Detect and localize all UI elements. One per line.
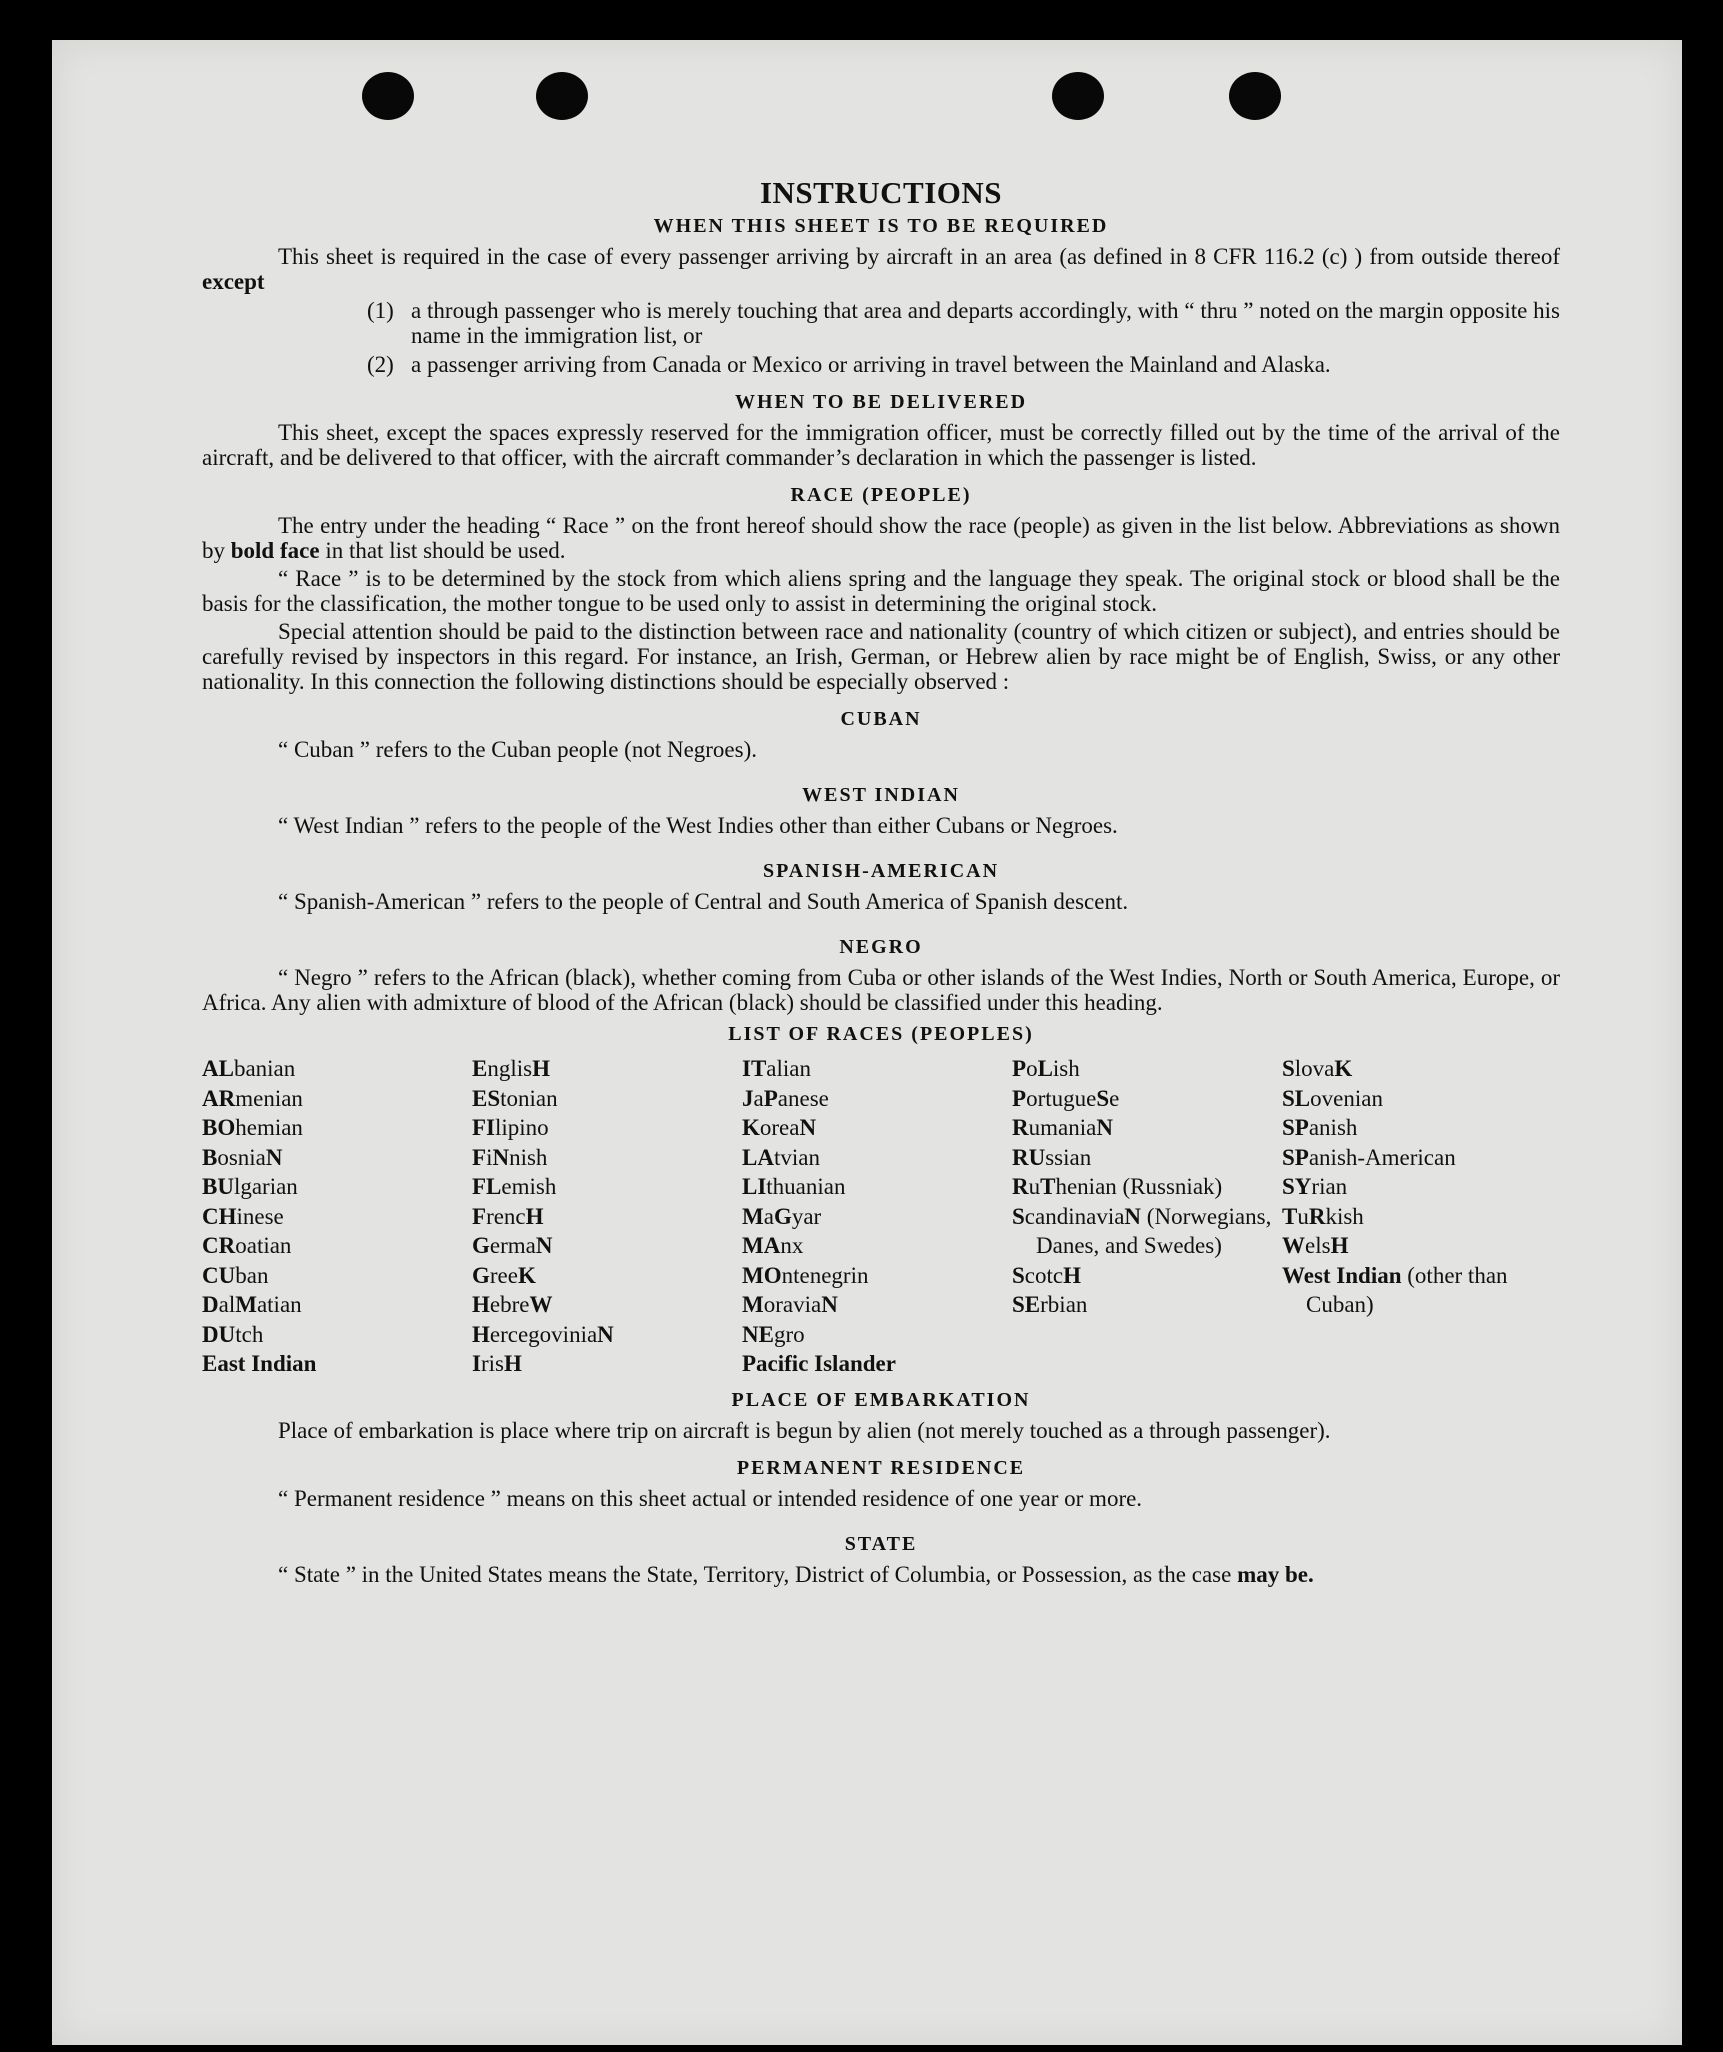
race-text: u <box>1297 1203 1309 1229</box>
race-abbrev: H <box>525 1203 544 1229</box>
heading-place-of-embarkation: PLACE OF EMBARKATION <box>731 1388 1031 1411</box>
race-entry <box>202 1290 472 1320</box>
race-abbrev: SY <box>1282 1174 1312 1199</box>
race-text: oravia <box>763 1292 822 1317</box>
race-abbrev: H <box>503 1351 522 1376</box>
race-text: u <box>1028 1174 1041 1199</box>
race-abbrev: MO <box>742 1262 782 1288</box>
heading-cuban: CUBAN <box>840 708 922 730</box>
races-list <box>202 1054 1560 1379</box>
race-entry <box>1012 1202 1282 1261</box>
race-abbrev: N <box>535 1233 553 1258</box>
races-column <box>202 1054 472 1379</box>
race-entry <box>742 1261 1012 1291</box>
race-text: henian (Russniak) <box>1055 1174 1223 1199</box>
race-abbrev: W <box>529 1292 553 1317</box>
race-abbrev: MA <box>742 1233 781 1258</box>
race-entry <box>742 1231 1012 1261</box>
race-text: ban <box>235 1262 269 1288</box>
race-text: tvian <box>773 1144 820 1170</box>
race-entry <box>472 1084 742 1114</box>
race-text: inese <box>236 1203 284 1229</box>
race-text: banian <box>233 1056 296 1081</box>
race-abbrev: W <box>1282 1233 1305 1258</box>
race-entry <box>1282 1143 1552 1173</box>
race-abbrev: BU <box>202 1174 234 1199</box>
race-entry <box>1282 1231 1552 1261</box>
race-text: ssian <box>1045 1144 1092 1170</box>
race-abbrev: G <box>472 1262 490 1288</box>
race-entry <box>472 1113 742 1143</box>
race-abbrev: NE <box>742 1321 774 1347</box>
race-abbrev: R <box>1012 1115 1029 1140</box>
race-abbrev: N <box>597 1321 614 1347</box>
race-text: anish-American <box>1308 1144 1456 1170</box>
race-text: orea <box>759 1115 800 1140</box>
race-abbrev: H <box>472 1321 490 1347</box>
race-text: a <box>763 1203 774 1229</box>
race-text: nish <box>509 1144 548 1170</box>
paragraph-state: “ State ” in the United States means the State, Territory, District of Columbia, or Possession, as the case may be. <box>278 1561 1314 1587</box>
race-abbrev: SL <box>1282 1085 1311 1111</box>
race-text: i <box>486 1144 493 1170</box>
race-text: ercegovinia <box>489 1321 598 1347</box>
race-abbrev: SP <box>1282 1115 1309 1140</box>
race-abbrev: N <box>265 1144 283 1170</box>
race-entry <box>472 1143 742 1173</box>
race-entry <box>472 1349 742 1379</box>
race-abbrev: T <box>1040 1174 1056 1199</box>
race-entry <box>472 1320 742 1350</box>
race-text: nx <box>780 1233 804 1258</box>
race-text: (other than Cuban) <box>1306 1262 1508 1317</box>
race-entry <box>472 1231 742 1261</box>
race-abbrev: Pacific Islander <box>742 1351 896 1376</box>
race-entry <box>742 1084 1012 1114</box>
race-abbrev: N <box>821 1292 838 1317</box>
heading-when-delivered: WHEN TO BE DELIVERED <box>734 391 1028 413</box>
race-entry <box>1012 1054 1282 1084</box>
paragraph-residence: “ Permanent residence ” means on this sheet actual or intended residence of one year or more. <box>278 1485 1143 1511</box>
race-text: e <box>1109 1085 1120 1111</box>
race-text: ortugue <box>1026 1085 1097 1111</box>
race-abbrev: West Indian <box>1282 1262 1402 1288</box>
race-entry <box>742 1290 1012 1320</box>
races-column <box>742 1054 1012 1379</box>
heading-negro: NEGRO <box>839 936 923 958</box>
paragraph-race-1: The entry under the heading “ Race ” on the front hereof should show the race (people) as given in the list below. Abbreviations as shown by bold face in that list should be used. <box>202 513 1560 563</box>
race-text: umania <box>1028 1115 1097 1140</box>
race-abbrev: P <box>763 1085 778 1111</box>
race-abbrev: E <box>472 1056 488 1081</box>
race-entry <box>1282 1202 1552 1232</box>
race-entry <box>202 1320 472 1350</box>
race-text: thuanian <box>766 1174 846 1199</box>
race-text: renc <box>486 1203 526 1229</box>
races-column <box>1282 1054 1552 1379</box>
race-abbrev: K <box>1334 1056 1353 1081</box>
race-abbrev: G <box>773 1203 792 1229</box>
race-entry <box>742 1172 1012 1202</box>
race-abbrev: H <box>532 1056 550 1081</box>
race-text: (Norwegians, Danes, and Swedes) <box>1036 1203 1272 1258</box>
race-abbrev: K <box>517 1262 536 1288</box>
race-text: rbian <box>1040 1292 1088 1317</box>
race-text: atian <box>256 1292 302 1317</box>
race-entry <box>472 1054 742 1084</box>
race-abbrev: East Indian <box>202 1351 317 1376</box>
punch-hole <box>1052 72 1104 120</box>
punch-hole <box>362 72 414 120</box>
race-entry <box>1282 1261 1552 1320</box>
race-abbrev: FL <box>472 1174 502 1199</box>
race-text: nglis <box>487 1056 533 1081</box>
race-abbrev: T <box>1282 1203 1298 1229</box>
paragraph-when-delivered: This sheet, except the spaces expressly reserved for the immigration officer, must be correctly filled out by the time of the arrival of the aircraft, and be delivered to that officer, with the aircraft commander’s declaration in which the passenger is listed. <box>202 420 1560 470</box>
race-text: rian <box>1311 1174 1348 1199</box>
race-entry <box>202 1261 472 1291</box>
race-text: al <box>218 1292 236 1317</box>
race-abbrev: M <box>742 1203 764 1229</box>
race-text: ntenegrin <box>781 1262 869 1288</box>
race-text: alian <box>766 1056 811 1081</box>
race-abbrev: N <box>1124 1203 1142 1229</box>
race-abbrev: N <box>492 1144 510 1170</box>
paragraph-spanish-american: “ Spanish-American ” refers to the people of Central and South America of Spanish descent. <box>278 889 1129 914</box>
paragraph-negro: “ Negro ” refers to the African (black), whether coming from Cuba or other islands of the West Indies, North or South America, Europe, or Africa. Any alien with admixture of blood of the African (black) should be classified under this heading. <box>202 965 1560 1015</box>
race-entry <box>742 1320 1012 1350</box>
race-abbrev: CU <box>202 1262 236 1288</box>
race-entry <box>202 1202 472 1232</box>
punch-hole <box>536 72 588 120</box>
race-text: kish <box>1325 1203 1364 1229</box>
race-entry <box>472 1172 742 1202</box>
race-entry <box>472 1202 742 1232</box>
race-abbrev: LA <box>742 1144 774 1170</box>
paragraph-when-required: This sheet is required in the case of every passenger arriving by aircraft in an area (as defined in 8 CFR 116.2 (c) ) from outside thereof except <box>202 244 1560 294</box>
race-abbrev: H <box>1330 1233 1349 1258</box>
race-text: anish <box>1308 1115 1358 1140</box>
heading-when-required: WHEN THIS SHEET IS TO BE REQUIRED <box>653 215 1109 237</box>
race-abbrev: F <box>472 1203 487 1229</box>
race-text: ree <box>489 1262 518 1288</box>
paragraph-west-indian: “ West Indian ” refers to the people of the West Indies other than either Cubans or Negroes. <box>278 813 1118 838</box>
race-entry <box>202 1172 472 1202</box>
race-abbrev: AR <box>202 1085 236 1111</box>
race-abbrev: F <box>472 1144 487 1170</box>
race-text: tch <box>235 1321 264 1347</box>
race-entry <box>742 1202 1012 1232</box>
race-abbrev: S <box>1096 1085 1110 1111</box>
race-entry <box>202 1143 472 1173</box>
race-entry <box>1282 1172 1552 1202</box>
heading-spanish-american: SPANISH-AMERICAN <box>762 860 1000 882</box>
race-entry <box>202 1113 472 1143</box>
race-entry <box>1012 1172 1282 1202</box>
race-entry <box>1282 1084 1552 1114</box>
race-entry <box>1282 1113 1552 1143</box>
race-entry <box>1012 1290 1282 1320</box>
race-text: o <box>1026 1056 1038 1081</box>
race-text: tonian <box>500 1085 558 1111</box>
race-abbrev: M <box>235 1292 257 1317</box>
race-text: emish <box>501 1174 557 1199</box>
race-text: menian <box>235 1085 303 1111</box>
race-abbrev: S <box>1012 1203 1025 1229</box>
document-page <box>52 40 1682 2045</box>
paragraph-race-2: “ Race ” is to be determined by the stock from which aliens spring and the language they speak. The original stock or blood shall be the basis for the classification, the mother tongue to be used only to assist in determining the original stock. <box>202 566 1560 616</box>
race-abbrev: H <box>472 1292 490 1317</box>
race-entry <box>742 1349 1012 1379</box>
race-entry <box>1282 1054 1552 1084</box>
heading-state: STATE <box>844 1532 918 1555</box>
race-abbrev: J <box>742 1085 754 1111</box>
race-text: lova <box>1294 1056 1335 1081</box>
page-title: INSTRUCTIONS <box>759 175 1002 210</box>
race-text: ris <box>480 1351 504 1376</box>
heading-list-of-races: LIST OF RACES (PEOPLES) <box>728 1023 1034 1045</box>
races-column <box>472 1054 742 1379</box>
race-entry <box>742 1054 1012 1084</box>
race-abbrev: S <box>1012 1262 1025 1288</box>
race-entry <box>202 1084 472 1114</box>
race-entry <box>472 1261 742 1291</box>
race-abbrev: N <box>1096 1115 1113 1140</box>
race-abbrev: DU <box>202 1321 236 1347</box>
race-abbrev: P <box>1012 1085 1027 1111</box>
race-abbrev: FI <box>472 1115 495 1140</box>
race-text: gro <box>773 1321 805 1347</box>
race-text: ish <box>1052 1056 1080 1081</box>
paragraph-race-3: Special attention should be paid to the distinction between race and nationality (country of which citizen or subject), and entries should be carefully revised by inspectors in this regard. For instance, an Irish, German, or Hebrew alien by race might be of English, Swiss, or any other nationality. In this connection the following distinctions should be especially observed : <box>202 619 1560 694</box>
race-entry <box>1012 1143 1282 1173</box>
race-abbrev: G <box>472 1233 490 1258</box>
race-abbrev: B <box>202 1144 218 1170</box>
race-text: lgarian <box>233 1174 298 1199</box>
punch-hole <box>1229 72 1281 120</box>
race-text: ovenian <box>1310 1085 1383 1111</box>
race-entry <box>742 1113 1012 1143</box>
race-abbrev: CR <box>202 1233 236 1258</box>
race-text: cotc <box>1024 1262 1064 1288</box>
exception-item-1: (1) a through passenger who is merely touching that area and departs accordingly, with “ thru ” noted on the margin opposite his name in the immigration list, or <box>367 298 1560 348</box>
races-column <box>1012 1054 1282 1379</box>
race-text: yar <box>791 1203 822 1229</box>
race-text: oatian <box>235 1233 292 1258</box>
race-abbrev: I <box>472 1351 481 1376</box>
race-entry <box>202 1231 472 1261</box>
instructions-content <box>202 175 1560 1587</box>
race-abbrev: M <box>742 1292 764 1317</box>
race-text: erma <box>489 1233 536 1258</box>
heading-west-indian: WEST INDIAN <box>802 784 960 806</box>
paragraph-embarkation: Place of embarkation is place where trip on aircraft is begun by alien (not merely touched as a through passenger). <box>278 1417 1331 1443</box>
heading-race: RACE (PEOPLE) <box>790 484 972 506</box>
race-abbrev: N <box>799 1115 817 1140</box>
exception-item-2: (2) a passenger arriving from Canada or Mexico or arriving in travel between the Mainland and Alaska. <box>367 352 1331 377</box>
race-text: candinavia <box>1024 1203 1125 1229</box>
race-abbrev: K <box>742 1115 760 1140</box>
race-abbrev: IT <box>742 1056 767 1081</box>
race-text: a <box>753 1085 764 1111</box>
race-abbrev: L <box>1037 1056 1053 1081</box>
race-entry <box>202 1349 472 1379</box>
race-abbrev: AL <box>202 1056 234 1081</box>
race-text: hemian <box>235 1115 303 1140</box>
race-abbrev: P <box>1012 1056 1027 1081</box>
race-abbrev: H <box>1063 1262 1081 1288</box>
race-entry <box>1012 1084 1282 1114</box>
race-entry <box>742 1143 1012 1173</box>
paragraph-cuban: “ Cuban ” refers to the Cuban people (not Negroes). <box>278 737 758 762</box>
race-abbrev: SP <box>1282 1144 1309 1170</box>
race-abbrev: D <box>202 1292 219 1317</box>
race-abbrev: R <box>1308 1203 1326 1229</box>
race-abbrev: LI <box>742 1174 767 1199</box>
race-entry <box>1012 1113 1282 1143</box>
race-abbrev: ES <box>472 1085 501 1111</box>
race-abbrev: BO <box>202 1115 236 1140</box>
race-abbrev: SE <box>1012 1292 1041 1317</box>
race-text: anese <box>777 1085 829 1111</box>
race-entry <box>202 1054 472 1084</box>
race-text: osnia <box>217 1144 266 1170</box>
race-text: ebre <box>489 1292 530 1317</box>
race-abbrev: CH <box>202 1203 237 1229</box>
race-abbrev: RU <box>1012 1144 1046 1170</box>
race-abbrev: S <box>1282 1056 1295 1081</box>
race-text: lipino <box>495 1115 549 1140</box>
race-abbrev: R <box>1012 1174 1029 1199</box>
heading-permanent-residence: PERMANENT RESIDENCE <box>736 1456 1026 1479</box>
race-entry <box>472 1290 742 1320</box>
race-text: els <box>1305 1233 1331 1258</box>
race-entry <box>1012 1261 1282 1291</box>
